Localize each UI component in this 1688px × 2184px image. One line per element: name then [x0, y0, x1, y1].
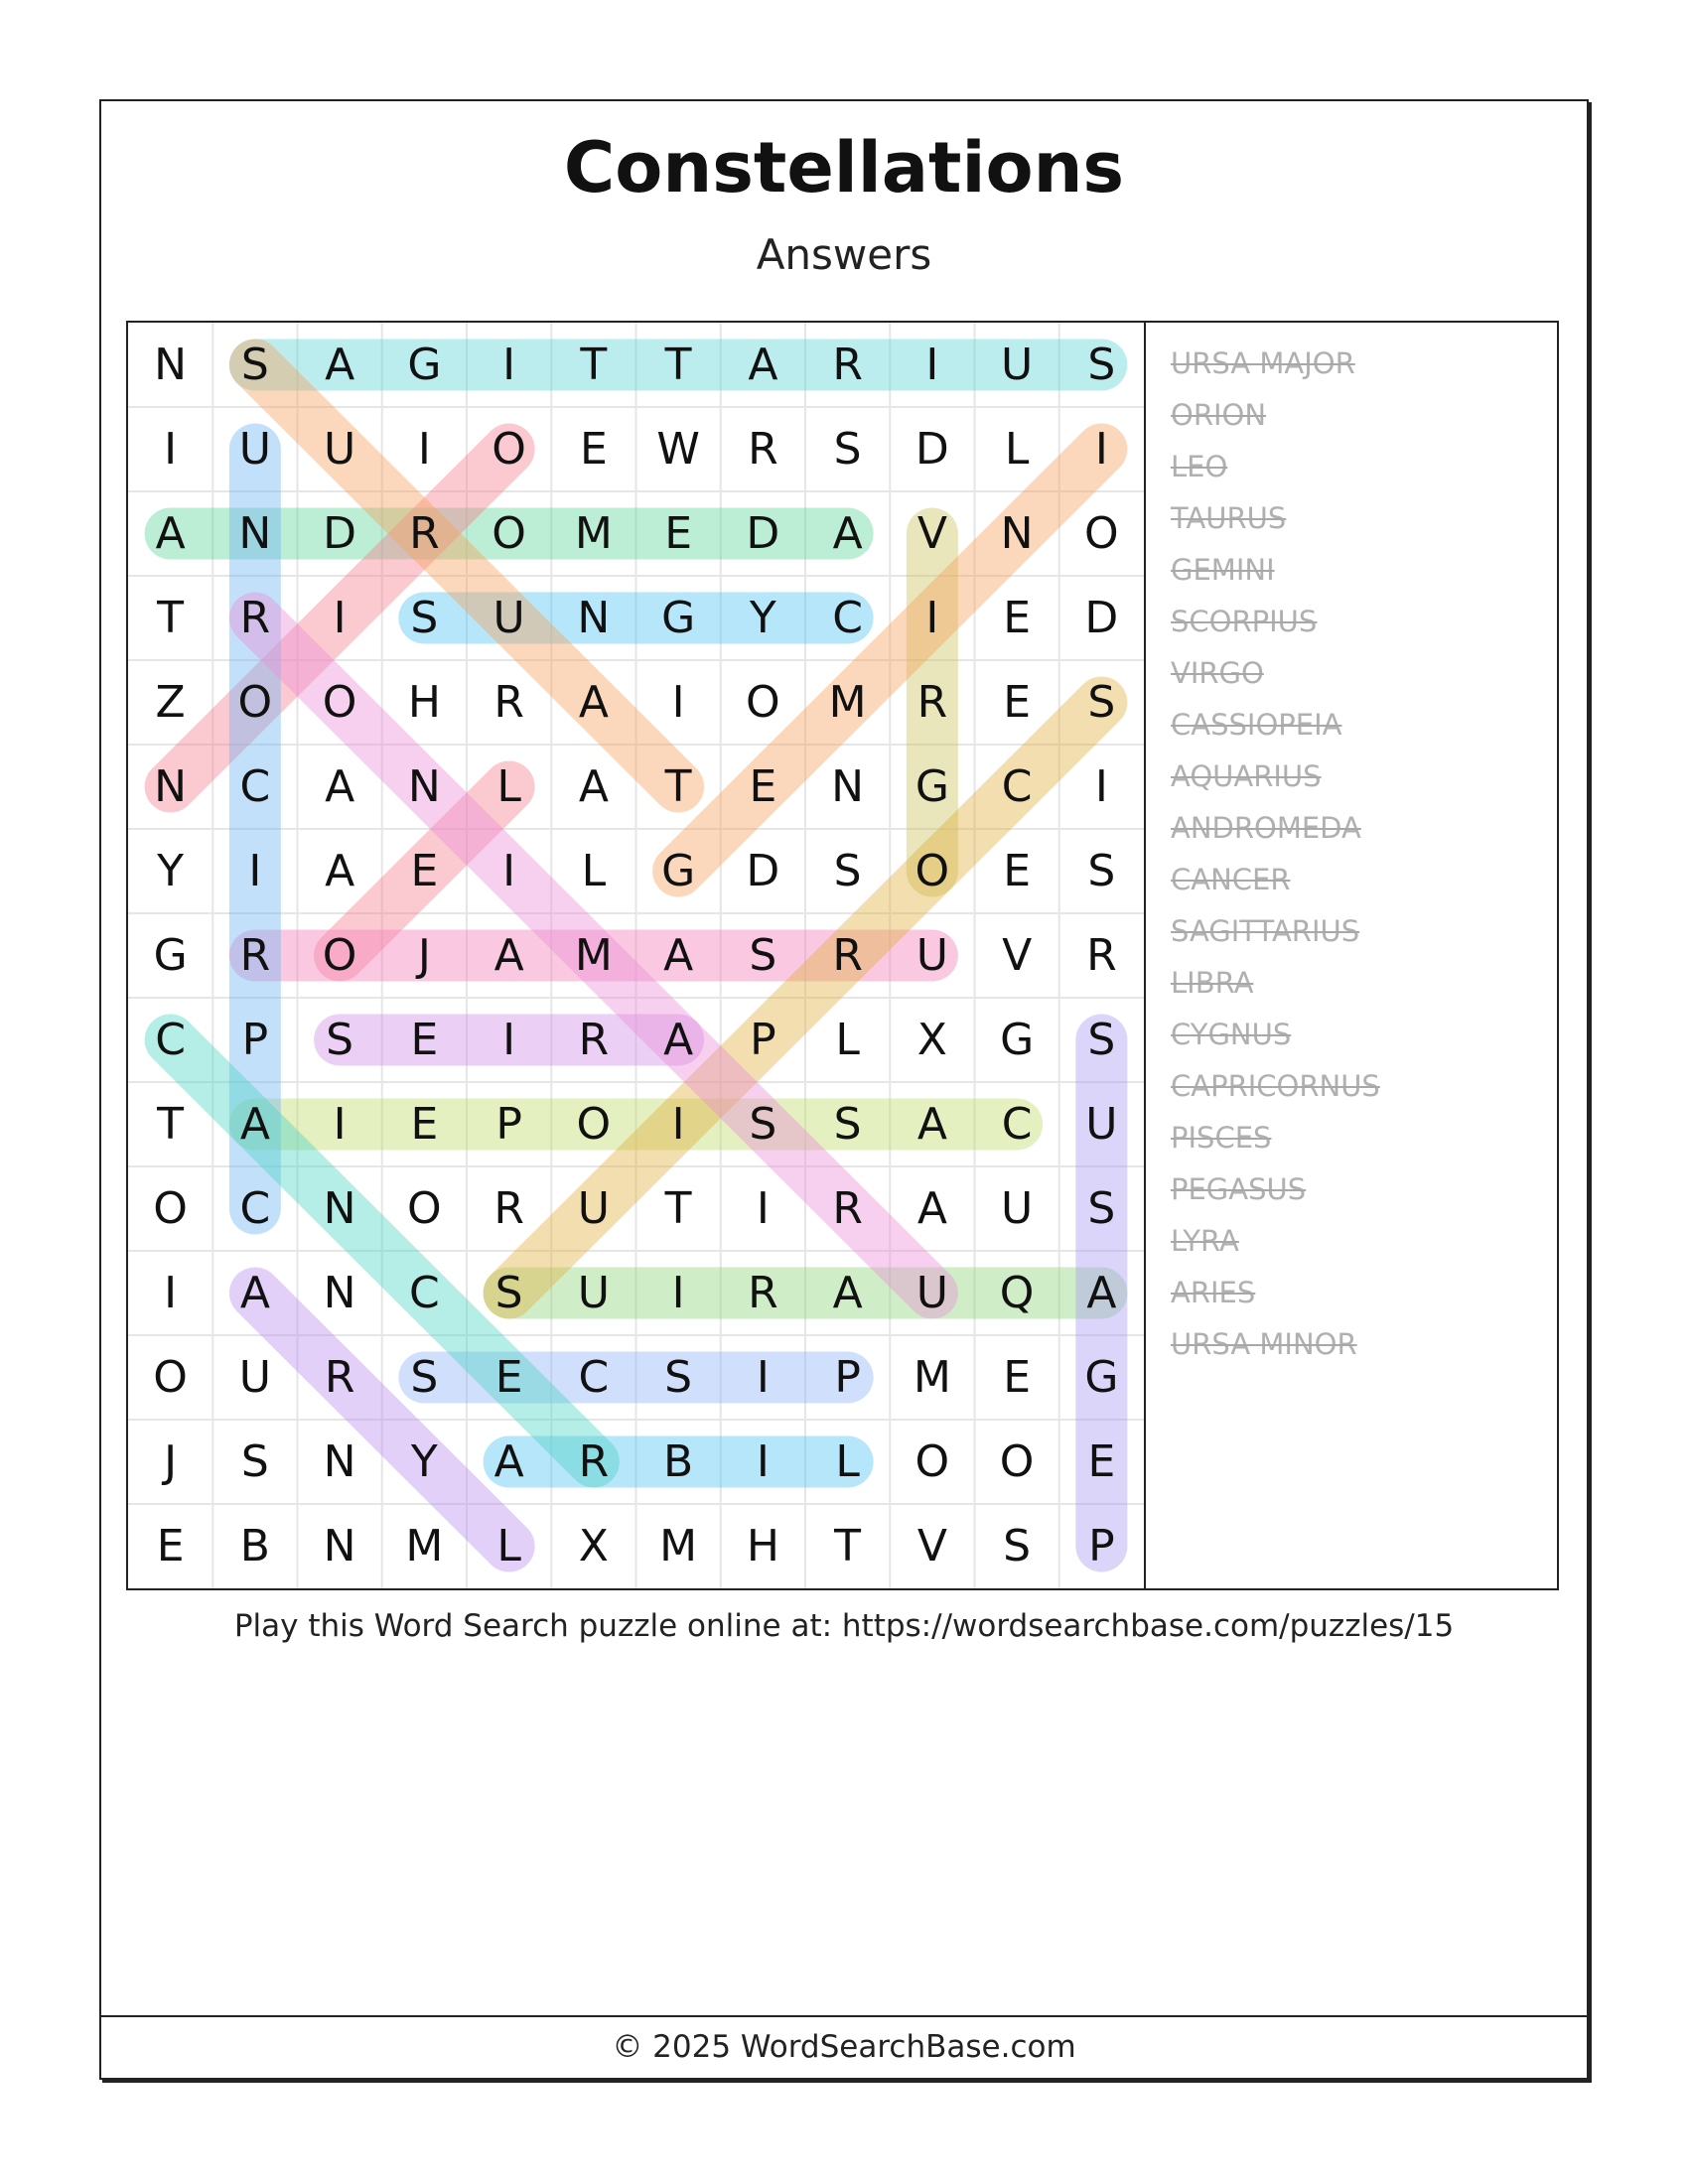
grid-letter[interactable]: S — [240, 1436, 269, 1487]
grid-letter[interactable]: A — [663, 1015, 694, 1065]
grid-letter[interactable]: I — [417, 424, 431, 475]
copyright: © 2025 WordSearchBase.com — [612, 2029, 1076, 2065]
grid-letter[interactable]: N — [323, 1436, 356, 1487]
grid-letter[interactable]: G — [407, 340, 442, 390]
grid-letter[interactable]: S — [1087, 1183, 1116, 1234]
grid-letter[interactable]: E — [410, 846, 439, 896]
grid-letter[interactable]: P — [834, 1352, 861, 1403]
grid-letter[interactable]: N — [238, 508, 272, 559]
word-list-item: TAURUS — [1171, 501, 1287, 535]
grid-letter[interactable]: O — [153, 1352, 188, 1403]
word-list-item: SAGITTARIUS — [1171, 914, 1360, 948]
grid-letter[interactable]: J — [417, 930, 431, 981]
grid-letter[interactable]: L — [835, 1436, 860, 1487]
grid-letter[interactable]: S — [833, 1099, 862, 1150]
word-list-item: PEGASUS — [1171, 1172, 1307, 1206]
letter-grid[interactable] — [128, 323, 1144, 1588]
word-list-item: URSA MINOR — [1171, 1327, 1357, 1361]
grid-letter[interactable]: S — [664, 1352, 693, 1403]
grid-letter[interactable]: I — [671, 1099, 685, 1150]
grid-letter[interactable]: S — [833, 846, 862, 896]
grid-letter[interactable]: M — [405, 1521, 444, 1571]
grid-letter[interactable]: S — [1087, 846, 1116, 896]
grid-letter[interactable]: D — [1084, 593, 1119, 643]
grid-letter[interactable]: U — [324, 424, 356, 475]
grid-letter[interactable]: D — [746, 846, 780, 896]
grid-letter[interactable]: M — [828, 677, 867, 728]
puzzle-box — [126, 321, 1559, 1590]
grid-letter[interactable]: R — [748, 1268, 778, 1318]
letter-grid-svg — [128, 323, 1144, 1588]
grid-divider — [1144, 323, 1146, 1588]
grid-letter[interactable]: I — [333, 1099, 347, 1150]
grid-letter[interactable]: T — [664, 340, 692, 390]
grid-letter[interactable]: A — [493, 1436, 524, 1487]
grid-letter[interactable]: A — [1086, 1268, 1117, 1318]
grid-letter[interactable]: P — [241, 1015, 269, 1065]
grid-letter[interactable]: H — [746, 1521, 779, 1571]
grid-letter[interactable]: I — [756, 1436, 770, 1487]
grid-letter[interactable]: V — [916, 508, 947, 559]
grid-letter[interactable]: A — [578, 677, 609, 728]
grid-letter[interactable]: P — [495, 1099, 522, 1150]
grid-letter[interactable]: B — [239, 1521, 270, 1571]
grid-letter[interactable]: I — [925, 593, 939, 643]
grid-letter[interactable]: T — [157, 1099, 185, 1150]
word-list-item: CYGNUS — [1171, 1018, 1292, 1051]
grid-letter[interactable]: E — [156, 1521, 185, 1571]
grid-letter[interactable]: M — [913, 1352, 951, 1403]
grid-letter[interactable]: J — [164, 1436, 178, 1487]
grid-letter[interactable]: U — [1001, 1183, 1034, 1234]
grid-letter[interactable]: I — [1094, 424, 1108, 475]
grid-letter[interactable]: N — [323, 1183, 356, 1234]
grid-letter[interactable]: A — [155, 508, 186, 559]
grid-letter[interactable]: E — [1003, 846, 1032, 896]
grid-letter[interactable]: V — [916, 1521, 947, 1571]
grid-letter[interactable]: O — [407, 1183, 442, 1234]
grid-letter[interactable]: R — [916, 677, 948, 728]
grid-letter[interactable]: R — [324, 1352, 355, 1403]
grid-letter[interactable]: U — [1001, 340, 1034, 390]
grid-letter[interactable]: C — [578, 1352, 610, 1403]
grid-letter[interactable]: H — [407, 677, 441, 728]
word-list-item: AQUARIUS — [1171, 759, 1322, 793]
grid-letter[interactable]: G — [661, 593, 696, 643]
grid-letter[interactable]: S — [749, 930, 777, 981]
grid-letter[interactable]: O — [322, 930, 357, 981]
grid-letter[interactable]: Z — [155, 677, 186, 728]
play-online-text[interactable]: Play this Word Search puzzle online at: https://wordsearchbase.com/puzzles/15 — [233, 1608, 1455, 1644]
grid-letter[interactable]: S — [410, 593, 439, 643]
word-list — [1171, 342, 1548, 1375]
grid-letter[interactable]: R — [1086, 930, 1117, 981]
grid-letter[interactable]: A — [663, 930, 694, 981]
grid-letter[interactable]: N — [407, 761, 441, 812]
grid-letter[interactable]: O — [492, 424, 526, 475]
grid-letter[interactable]: I — [164, 1268, 178, 1318]
grid-letter[interactable]: R — [578, 1436, 610, 1487]
grid-letter[interactable]: N — [831, 761, 865, 812]
grid-letter[interactable]: L — [835, 1015, 860, 1065]
grid-letter[interactable]: R — [493, 677, 524, 728]
grid-letter[interactable]: T — [664, 761, 692, 812]
word-list-item: CANCER — [1171, 863, 1291, 896]
grid-letter[interactable]: I — [502, 340, 516, 390]
grid-letter[interactable]: O — [237, 677, 273, 728]
word-list-item: VIRGO — [1171, 656, 1264, 690]
grid-letter[interactable]: O — [914, 1436, 950, 1487]
grid-letter[interactable]: S — [833, 424, 862, 475]
grid-letter[interactable]: R — [409, 508, 440, 559]
grid-letter[interactable]: R — [832, 340, 863, 390]
grid-letter[interactable]: U — [577, 1183, 610, 1234]
grid-letter[interactable]: M — [574, 930, 613, 981]
grid-letter[interactable]: N — [577, 593, 611, 643]
grid-letter[interactable]: A — [325, 761, 355, 812]
grid-letter[interactable]: A — [748, 340, 778, 390]
grid-letter[interactable]: Q — [999, 1268, 1035, 1318]
grid-letter[interactable]: E — [1003, 677, 1032, 728]
word-list-item: ORION — [1171, 398, 1267, 432]
grid-letter[interactable]: T — [580, 340, 608, 390]
grid-letter[interactable]: A — [325, 846, 355, 896]
grid-letter[interactable]: D — [323, 508, 357, 559]
word-list-item: URSA MAJOR — [1171, 346, 1355, 380]
grid-letter[interactable]: C — [832, 593, 863, 643]
grid-letter[interactable]: G — [1084, 1352, 1119, 1403]
grid-letter[interactable]: S — [410, 1352, 439, 1403]
grid-letter[interactable]: N — [154, 340, 188, 390]
grid-letter[interactable]: T — [157, 593, 185, 643]
grid-letter[interactable]: X — [916, 1015, 947, 1065]
grid-letter[interactable]: A — [916, 1099, 947, 1150]
grid-letter[interactable]: S — [1003, 1521, 1032, 1571]
grid-letter[interactable]: E — [1003, 1352, 1032, 1403]
grid-letter[interactable]: S — [1087, 1015, 1116, 1065]
grid-letter[interactable]: L — [581, 846, 607, 896]
grid-letter[interactable]: T — [664, 1183, 692, 1234]
grid-letter[interactable]: O — [914, 846, 950, 896]
footer-divider — [99, 2015, 1589, 2017]
word-list-item: PISCES — [1171, 1121, 1272, 1155]
word-list-item: LYRA — [1171, 1224, 1239, 1258]
grid-letter[interactable]: O — [492, 508, 526, 559]
grid-letter[interactable]: C — [1001, 761, 1033, 812]
grid-letter[interactable]: O — [999, 1436, 1035, 1487]
grid-letter[interactable]: M — [574, 508, 613, 559]
grid-letter[interactable]: I — [756, 1183, 770, 1234]
grid-letter[interactable]: E — [1087, 1436, 1116, 1487]
grid-letter[interactable]: D — [914, 424, 949, 475]
grid-letter[interactable]: C — [239, 761, 271, 812]
grid-letter[interactable]: E — [664, 508, 693, 559]
grid-letter[interactable]: O — [576, 1099, 612, 1150]
grid-letter[interactable]: U — [238, 424, 271, 475]
grid-letter[interactable]: C — [1001, 1099, 1033, 1150]
grid-letter[interactable]: R — [832, 1183, 863, 1234]
grid-letter[interactable]: C — [409, 1268, 440, 1318]
grid-letter[interactable]: E — [410, 1099, 439, 1150]
word-list-item: LEO — [1171, 450, 1228, 483]
grid-letter[interactable]: U — [238, 1352, 271, 1403]
grid-letter[interactable]: S — [326, 1015, 354, 1065]
grid-letter[interactable]: E — [410, 1015, 439, 1065]
grid-letter[interactable]: O — [746, 677, 780, 728]
grid-letter[interactable]: R — [748, 424, 778, 475]
grid-letter[interactable]: E — [579, 424, 608, 475]
grid-letter[interactable]: I — [502, 1015, 516, 1065]
grid-letter[interactable]: I — [671, 1268, 685, 1318]
grid-letter[interactable]: L — [1004, 424, 1030, 475]
grid-letter[interactable]: S — [1087, 340, 1116, 390]
grid-letter[interactable]: A — [832, 1268, 863, 1318]
grid-letter[interactable]: U — [915, 1268, 948, 1318]
grid-letter[interactable]: Y — [410, 1436, 438, 1487]
grid-letter[interactable]: N — [1000, 508, 1034, 559]
grid-letter[interactable]: P — [1088, 1521, 1115, 1571]
grid-letter[interactable]: M — [659, 1521, 698, 1571]
grid-letter[interactable]: E — [1003, 593, 1032, 643]
grid-letter[interactable]: I — [925, 340, 939, 390]
grid-letter[interactable]: Y — [157, 846, 185, 896]
grid-letter[interactable]: G — [153, 930, 188, 981]
grid-letter[interactable]: G — [914, 761, 949, 812]
grid-letter[interactable]: A — [578, 761, 609, 812]
grid-letter[interactable]: S — [240, 340, 269, 390]
grid-letter[interactable]: W — [656, 424, 700, 475]
word-list-item: ARIES — [1171, 1276, 1256, 1309]
grid-letter[interactable]: O — [153, 1183, 188, 1234]
grid-letter[interactable]: N — [323, 1268, 356, 1318]
grid-letter[interactable]: I — [1094, 761, 1108, 812]
grid-letter[interactable]: R — [832, 930, 863, 981]
grid-letter[interactable]: E — [749, 761, 777, 812]
grid-letter[interactable]: R — [578, 1015, 610, 1065]
grid-letter[interactable]: X — [578, 1521, 609, 1571]
grid-letter[interactable]: B — [663, 1436, 694, 1487]
grid-letter[interactable]: R — [493, 1183, 524, 1234]
grid-letter[interactable]: I — [333, 593, 347, 643]
grid-letter[interactable]: E — [494, 1352, 523, 1403]
grid-letter[interactable]: S — [494, 1268, 523, 1318]
grid-letter[interactable]: S — [1087, 677, 1116, 728]
grid-letter[interactable]: C — [239, 1183, 271, 1234]
word-list-item: SCORPIUS — [1171, 605, 1318, 638]
grid-letter[interactable]: O — [1084, 508, 1119, 559]
grid-letter[interactable]: N — [154, 761, 188, 812]
page-title: Constellations — [563, 127, 1125, 208]
grid-letter[interactable]: G — [1000, 1015, 1035, 1065]
grid-letter[interactable]: A — [916, 1183, 947, 1234]
grid-letter[interactable]: A — [239, 1099, 270, 1150]
grid-letter[interactable]: N — [323, 1521, 356, 1571]
grid-letter[interactable]: A — [325, 340, 355, 390]
word-list-item: CASSIOPEIA — [1171, 708, 1342, 742]
grid-letter[interactable]: U — [492, 593, 525, 643]
grid-letter[interactable]: P — [750, 1015, 776, 1065]
grid-letter[interactable]: S — [749, 1099, 777, 1150]
grid-letter[interactable]: I — [502, 846, 516, 896]
grid-letter[interactable]: L — [496, 761, 521, 812]
grid-letter[interactable]: Y — [749, 593, 776, 643]
grid-letter[interactable]: A — [832, 508, 863, 559]
grid-letter[interactable]: G — [661, 846, 696, 896]
grid-letter[interactable]: I — [671, 677, 685, 728]
grid-letter[interactable]: T — [834, 1521, 862, 1571]
grid-letter[interactable]: A — [239, 1268, 270, 1318]
grid-letter[interactable]: I — [164, 424, 178, 475]
grid-letter[interactable]: C — [155, 1015, 186, 1065]
grid-letter[interactable]: U — [577, 1268, 610, 1318]
word-list-item: ANDROMEDA — [1171, 811, 1361, 845]
grid-letter[interactable]: U — [915, 930, 948, 981]
grid-letter[interactable]: R — [239, 930, 271, 981]
grid-letter[interactable]: R — [239, 593, 271, 643]
grid-letter[interactable]: A — [493, 930, 524, 981]
grid-letter[interactable]: O — [322, 677, 357, 728]
grid-letter[interactable]: D — [746, 508, 780, 559]
word-list-item: LIBRA — [1171, 966, 1254, 1000]
grid-letter[interactable]: L — [496, 1521, 521, 1571]
grid-letter[interactable]: I — [248, 846, 262, 896]
grid-letter[interactable]: I — [756, 1352, 770, 1403]
grid-letter[interactable]: V — [1002, 930, 1033, 981]
grid-letter[interactable]: U — [1085, 1099, 1118, 1150]
word-list-item: GEMINI — [1171, 553, 1275, 587]
word-list-item: CAPRICORNUS — [1171, 1069, 1380, 1103]
page-subtitle: Answers — [756, 230, 932, 279]
